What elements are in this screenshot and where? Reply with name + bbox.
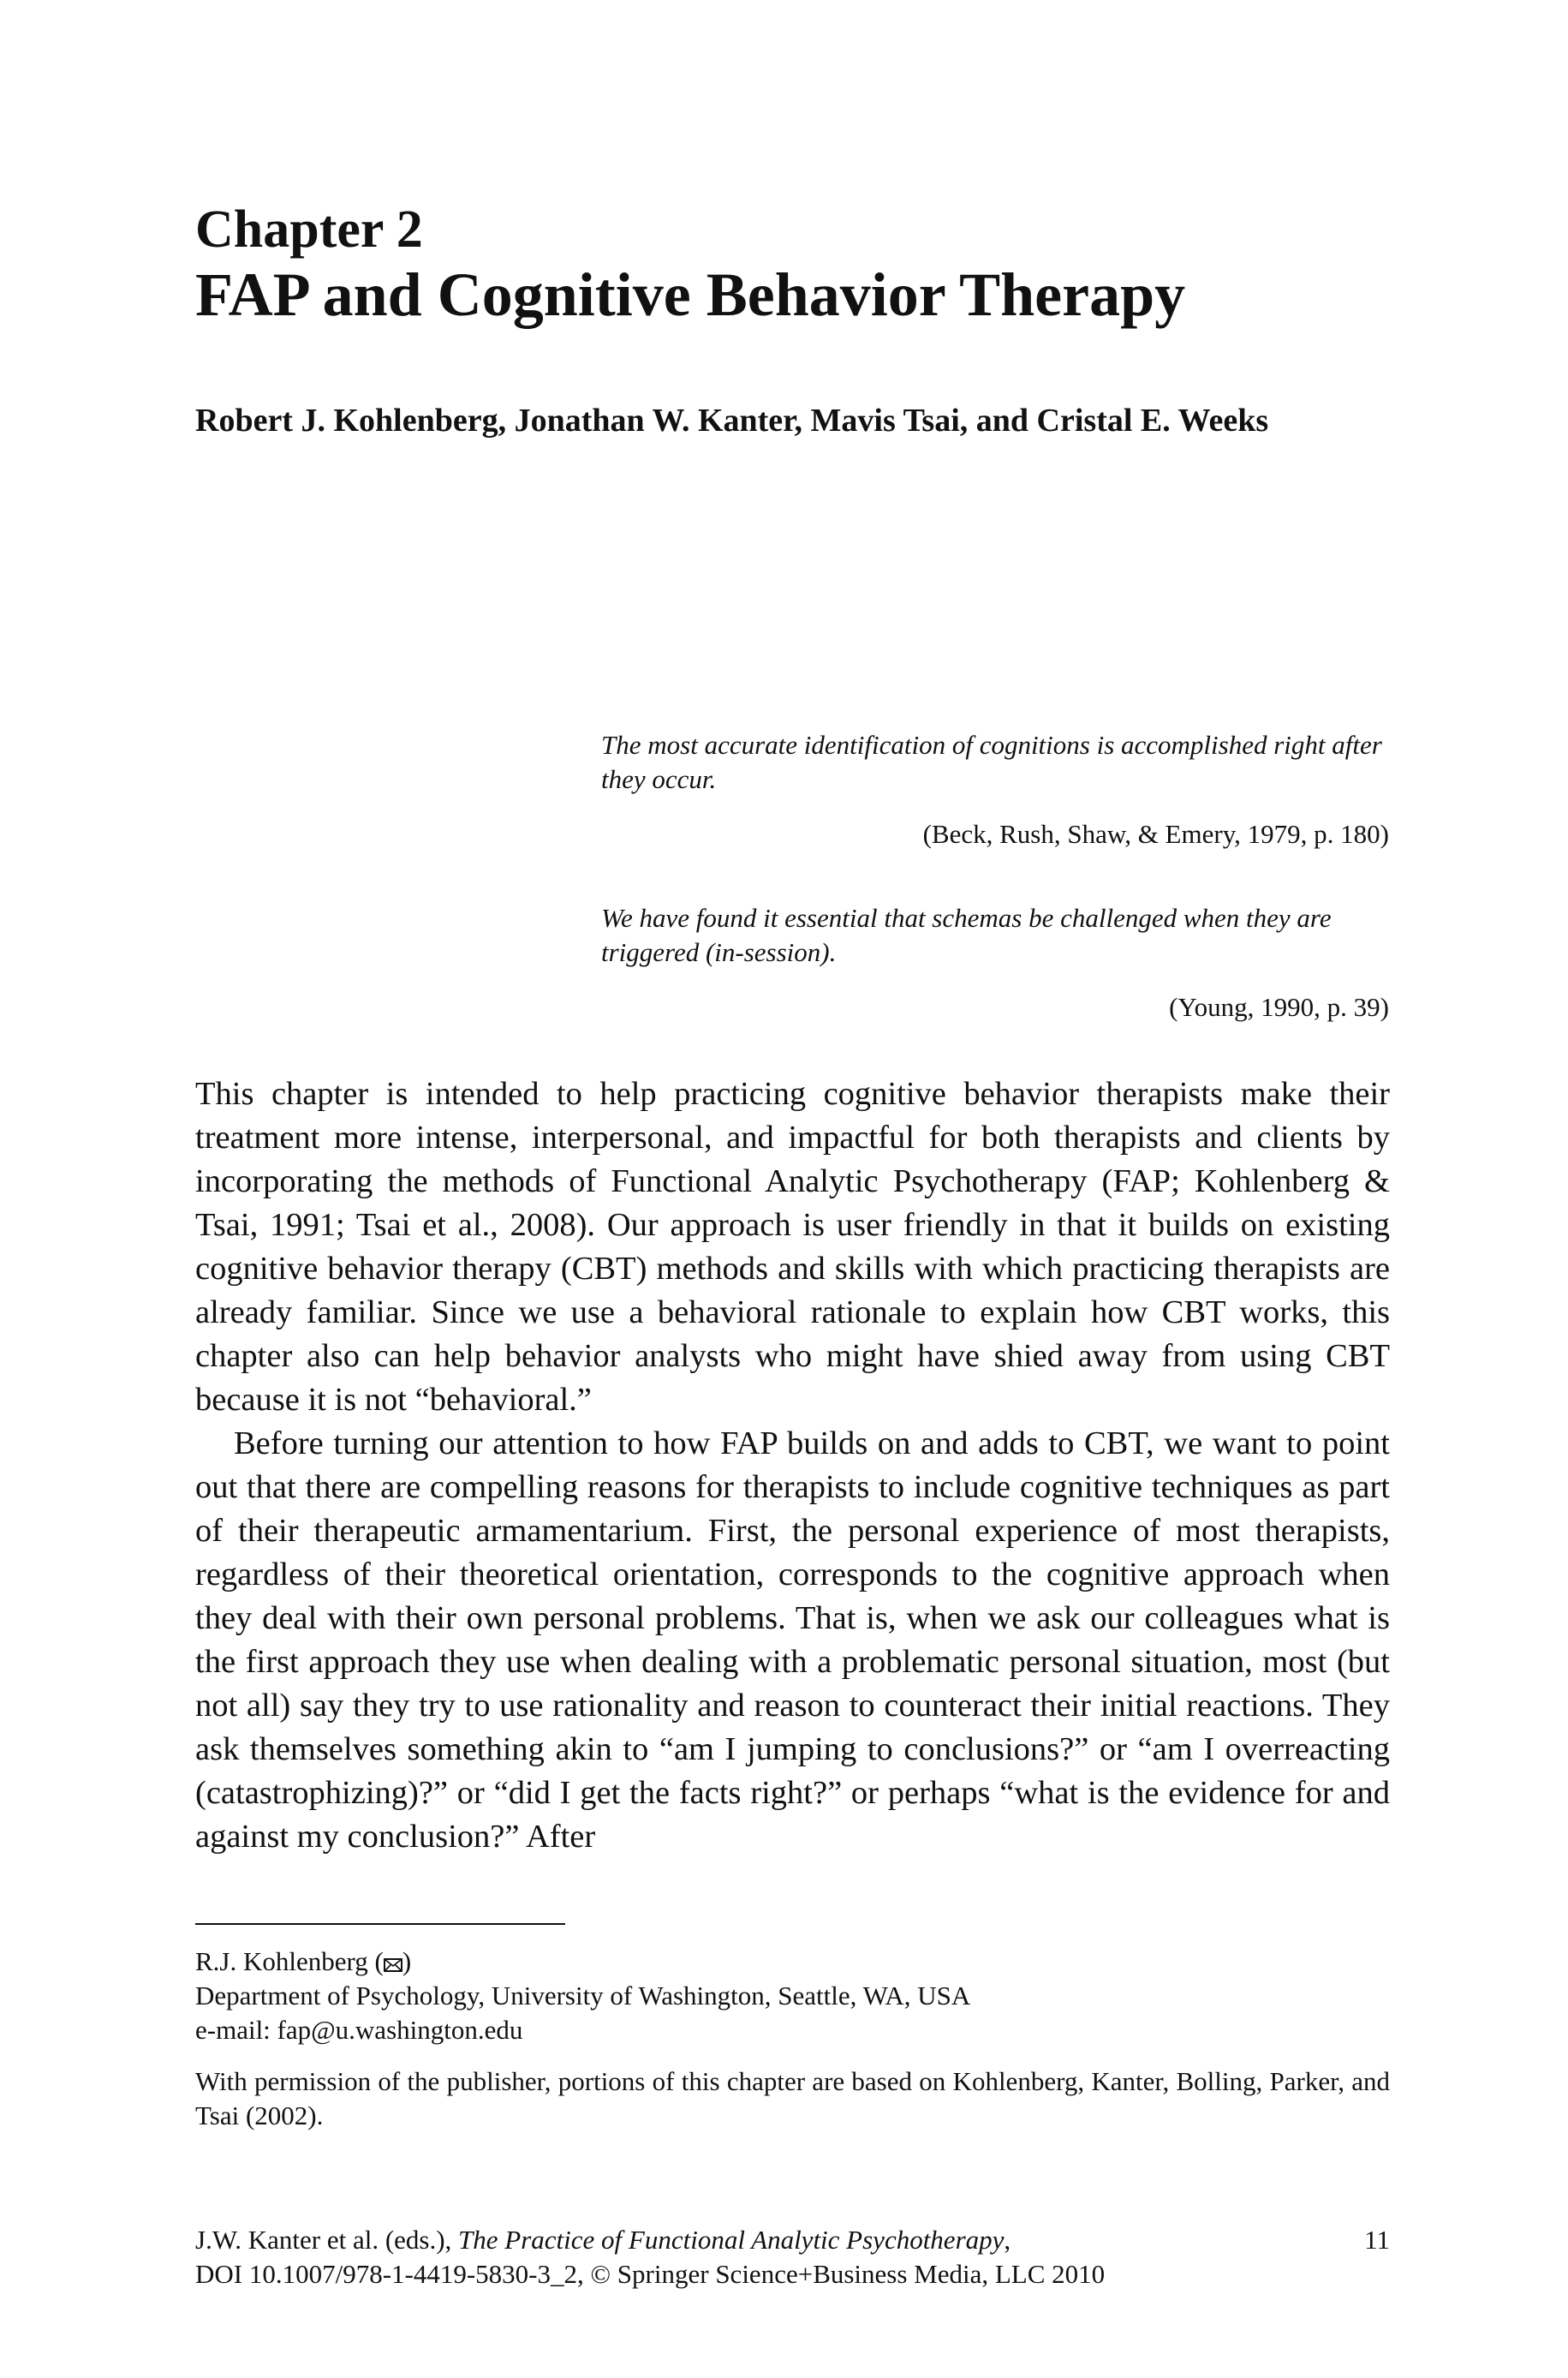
- epigraph-1: [601, 728, 1389, 851]
- epigraph-quote: The most accurate identification of cognitions is accomplished right after they occur.: [601, 730, 1382, 794]
- epigraph-quote: We have found it essential that schemas be challenged when they are triggered (in-session).: [601, 903, 1332, 967]
- email: e-mail: fap@u.washington.edu: [195, 2015, 523, 2045]
- body-text: [195, 1072, 1390, 1859]
- epigraph-2: [601, 901, 1389, 1025]
- footnote-divider: [195, 1923, 565, 1925]
- corresponding-author-name: R.J. Kohlenberg: [195, 1946, 368, 1976]
- footnotes: [195, 1945, 1390, 2133]
- envelope-icon: ( ): [374, 1946, 412, 1976]
- permission-note: With permission of the publisher, portions of this chapter are based on Kohlenberg, Kanter, Bolling, Parker, and Tsai (2002).: [195, 2066, 1390, 2130]
- corresponding-author-line: [195, 1945, 1390, 1979]
- body-paragraph: This chapter is intended to help practicing cognitive behavior therapists make their treatment more intense, interpersonal, and impactful for both therapists and clients by incorporating the methods of Functional Analytic Psychotherapy (FAP; Kohlenberg & Tsai, 1991; Tsai et al., 2008). Our approach is user friendly in that it builds on existing cognitive behavior therapy (CBT) methods and skills with which practicing therapists are already familiar. Since we use a behavioral rationale to explain how CBT works, this chapter also can help behavior analysts who might have shied away from using CBT because it is not “behavioral.”: [195, 1076, 1390, 1418]
- epigraph-citation: (Beck, Rush, Shaw, & Emery, 1979, p. 180): [922, 819, 1389, 849]
- book-title: The Practice of Functional Analytic Psychotherapy: [458, 2225, 1005, 2255]
- author-list: Robert J. Kohlenberg, Jonathan W. Kanter, Mavis Tsai, and Cristal E. Weeks: [195, 403, 1269, 439]
- editors: J.W. Kanter et al. (eds.),: [195, 2225, 459, 2255]
- book-citation: J.W. Kanter et al. (eds.), The Practice of Functional Analytic Psychotherapy,: [195, 2225, 1011, 2255]
- page-footer: [195, 2223, 1390, 2291]
- chapter-label: Chapter 2: [195, 200, 423, 259]
- body-paragraph: Before turning our attention to how FAP builds on and adds to CBT, we want to point out that there are compelling reasons for therapists to include cognitive techniques as part of their therapeutic armamentarium. First, the personal experience of most therapists, regardless of their theoretical orientation, corresponds to the cognitive approach when they deal with their own personal problems. That is, when we ask our colleagues what is the first approach they use when dealing with a problematic personal situation, most (but not all) say they try to use rationality and reason to counteract their initial reactions. They ask themselves something akin to “am I jumping to conclusions?” or “am I overreacting (catastrophizing)?” or “did I get the facts right?” or perhaps “what is the evidence for and against my conclusion?” After: [195, 1425, 1390, 1855]
- doi-line: DOI 10.1007/978-1-4419-5830-3_2, © Springer Science+Business Media, LLC 2010: [195, 2259, 1106, 2289]
- page-number: 11: [1364, 2225, 1390, 2255]
- affiliation: Department of Psychology, University of Washington, Seattle, WA, USA: [195, 1981, 971, 2011]
- epigraph-citation: (Young, 1990, p. 39): [1169, 992, 1389, 1022]
- chapter-title: FAP and Cognitive Behavior Therapy: [195, 260, 1186, 329]
